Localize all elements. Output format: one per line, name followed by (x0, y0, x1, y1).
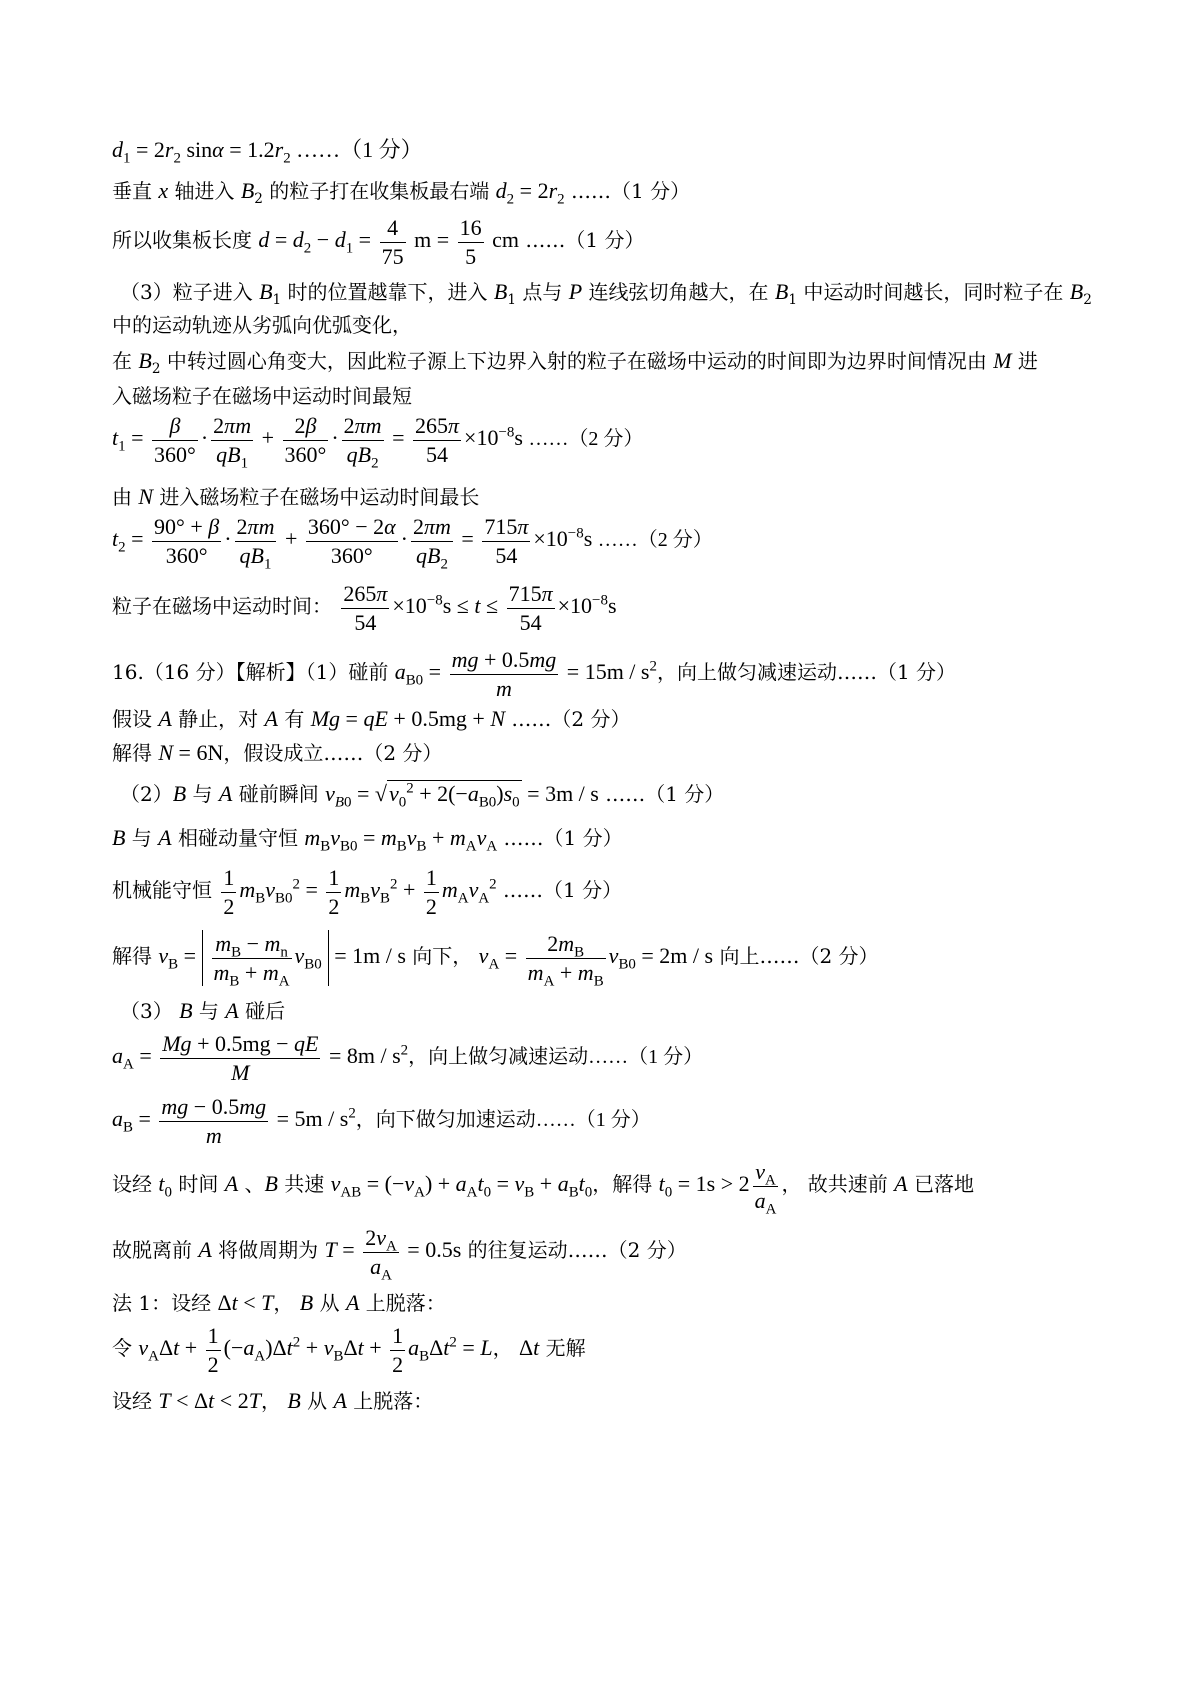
text-line: 所以收集板长度 $d = d_2 - d_1$ = $\frac{4}{75}$ m = $\frac{16}{5}$ cm ……（1 分） (112, 215, 645, 269)
text-line: $a_B$ = $\frac{mg - 0.5mg}{m}$ = $5m / s^2$，向下做匀加速运动……（1 分） (112, 1094, 651, 1148)
text-line: 在 $B_2$ 中转过圆心角变大，因此粒子源上下边界入射的粒子在磁场中运动的时间即为边界时间情况由 M 进 (112, 348, 1038, 377)
text-line: 解得 N = 6N，假设成立……（2 分） (112, 740, 443, 765)
text-line: 中的运动轨迹从劣弧向优弧变化， (112, 313, 412, 337)
text-line: B 与 A 相碰动量守恒 $m_Bv_{B0} = m_Bv_B + m_Av_A$ ……（1 分） (112, 825, 623, 855)
text-line: 设经 $t_0$ 时间 A 、B 共速 $v_{AB} = (-v_A) + a_At_0 = v_B + a_Bt_0$，解得 $t_0 = 1s > 2$ $\frac{v_A}{a_A}$ ， 故共速前 A 已落地 (112, 1159, 974, 1217)
text-line: （3） B 与 A 碰后 (120, 998, 286, 1023)
text-line: （2）B 与 A 碰前瞬间 $v_{B0} = √v_0^2 + 2(-a_{B0})s_0 = 3m / s$ ……（1 分） (120, 780, 725, 811)
text-line: $a_A$ = $\frac{Mg + 0.5mg - qE}{M}$ = $8m / s^2$，向上做匀减速运动……（1 分） (112, 1031, 704, 1085)
text-line: 16.（16 分）【解析】（1）碰前 $a_{B0}$ = $\frac{mg + 0.5mg}{m}$ = $15m / s^2$，向上做匀减速运动……（1 分） (112, 647, 957, 701)
text-line: 垂直 x 轴进入 $B_2$ 的粒子打在收集板最右端 $d_2 = 2r_2$ ……（1 分） (112, 178, 691, 208)
text-line: （3）粒子进入 $B_1$ 时的位置越靠下，进入 $B_1$ 点与 P 连线弦切角越大，在 $B_1$ 中运动时间越长，同时粒子在 $B_2$ (120, 279, 1092, 308)
text-line: 机械能守恒 $\frac{1}{2}$ $m_Bv_{B0}^2$ = $\frac{1}{2}$ $m_Bv_B^2$ + $\frac{1}{2}$ $m_Av_A^2$ ……（1 分） (112, 865, 623, 919)
text-line: 设经 T < Δt < 2T， B 从 A 上脱落： (112, 1388, 434, 1413)
text-line: 令 $v_A\Delta t$ + $\frac{1}{2}$ $(-a_A)\Delta t^2 + v_B\Delta t$ + $\frac{1}{2}$ $a_B\Delta t^2 = L$， Δt 无解 (112, 1323, 586, 1377)
text-line: 解得 $v_B$ = $\frac{m_B - m_n}{m_B + m_A}$ $v_{B0} = 1m / s$ 向下， $v_A$ = $\frac{2m_B}{m_A + m_B}$ $v_{B0} = 2m / s$ 向上……（2 分） (112, 931, 879, 989)
text-line: 入磁场粒子在磁场中运动时间最短 (112, 384, 412, 408)
text-line: 由 N 进入磁场粒子在磁场中运动时间最长 (112, 484, 480, 509)
text-line: 粒子在磁场中运动时间： $\frac{265\pi}{54}$ $\times 10^{-8}s \le t$ ≤ $\frac{715\pi}{54}$ $\times 10^{-8}s$ (112, 581, 617, 635)
text-line: $t_1$ = $\frac{\beta}{360^\circ}$ · $\frac{2\pi m}{qB_1}$ + $\frac{2\beta}{360^\circ}$ · $\frac{2\pi m}{qB_2}$ = $\frac{265\pi}{54}$ $\times 10^{-8}s$ ……（2 分） (112, 413, 644, 471)
text-line: $d_1 = 2r_2$ $\sin\alpha = 1.2r_2$ ……（1 分） (112, 137, 423, 167)
text-line: 假设 A 静止，对 A 有 Mg = qE + 0.5mg + N ……（2 分） (112, 706, 631, 731)
text-line: 故脱离前 A 将做周期为 T = $\frac{2v_A}{a_A}$ = 0.5s 的往复运动……（2 分） (112, 1225, 687, 1283)
text-line: $t_2$ = $\frac{90^\circ + \beta}{360^\circ}$ · $\frac{2\pi m}{qB_1}$ + $\frac{360^\circ - 2\alpha}{360^\circ}$ · $\frac{2\pi m}{qB_2}$ = $\frac{715\pi}{54}$ $\times 10^{-8}s$ ……（2 分） (112, 514, 713, 572)
text-line: 法 1：设经 Δt < T， B 从 A 上脱落： (112, 1290, 446, 1315)
